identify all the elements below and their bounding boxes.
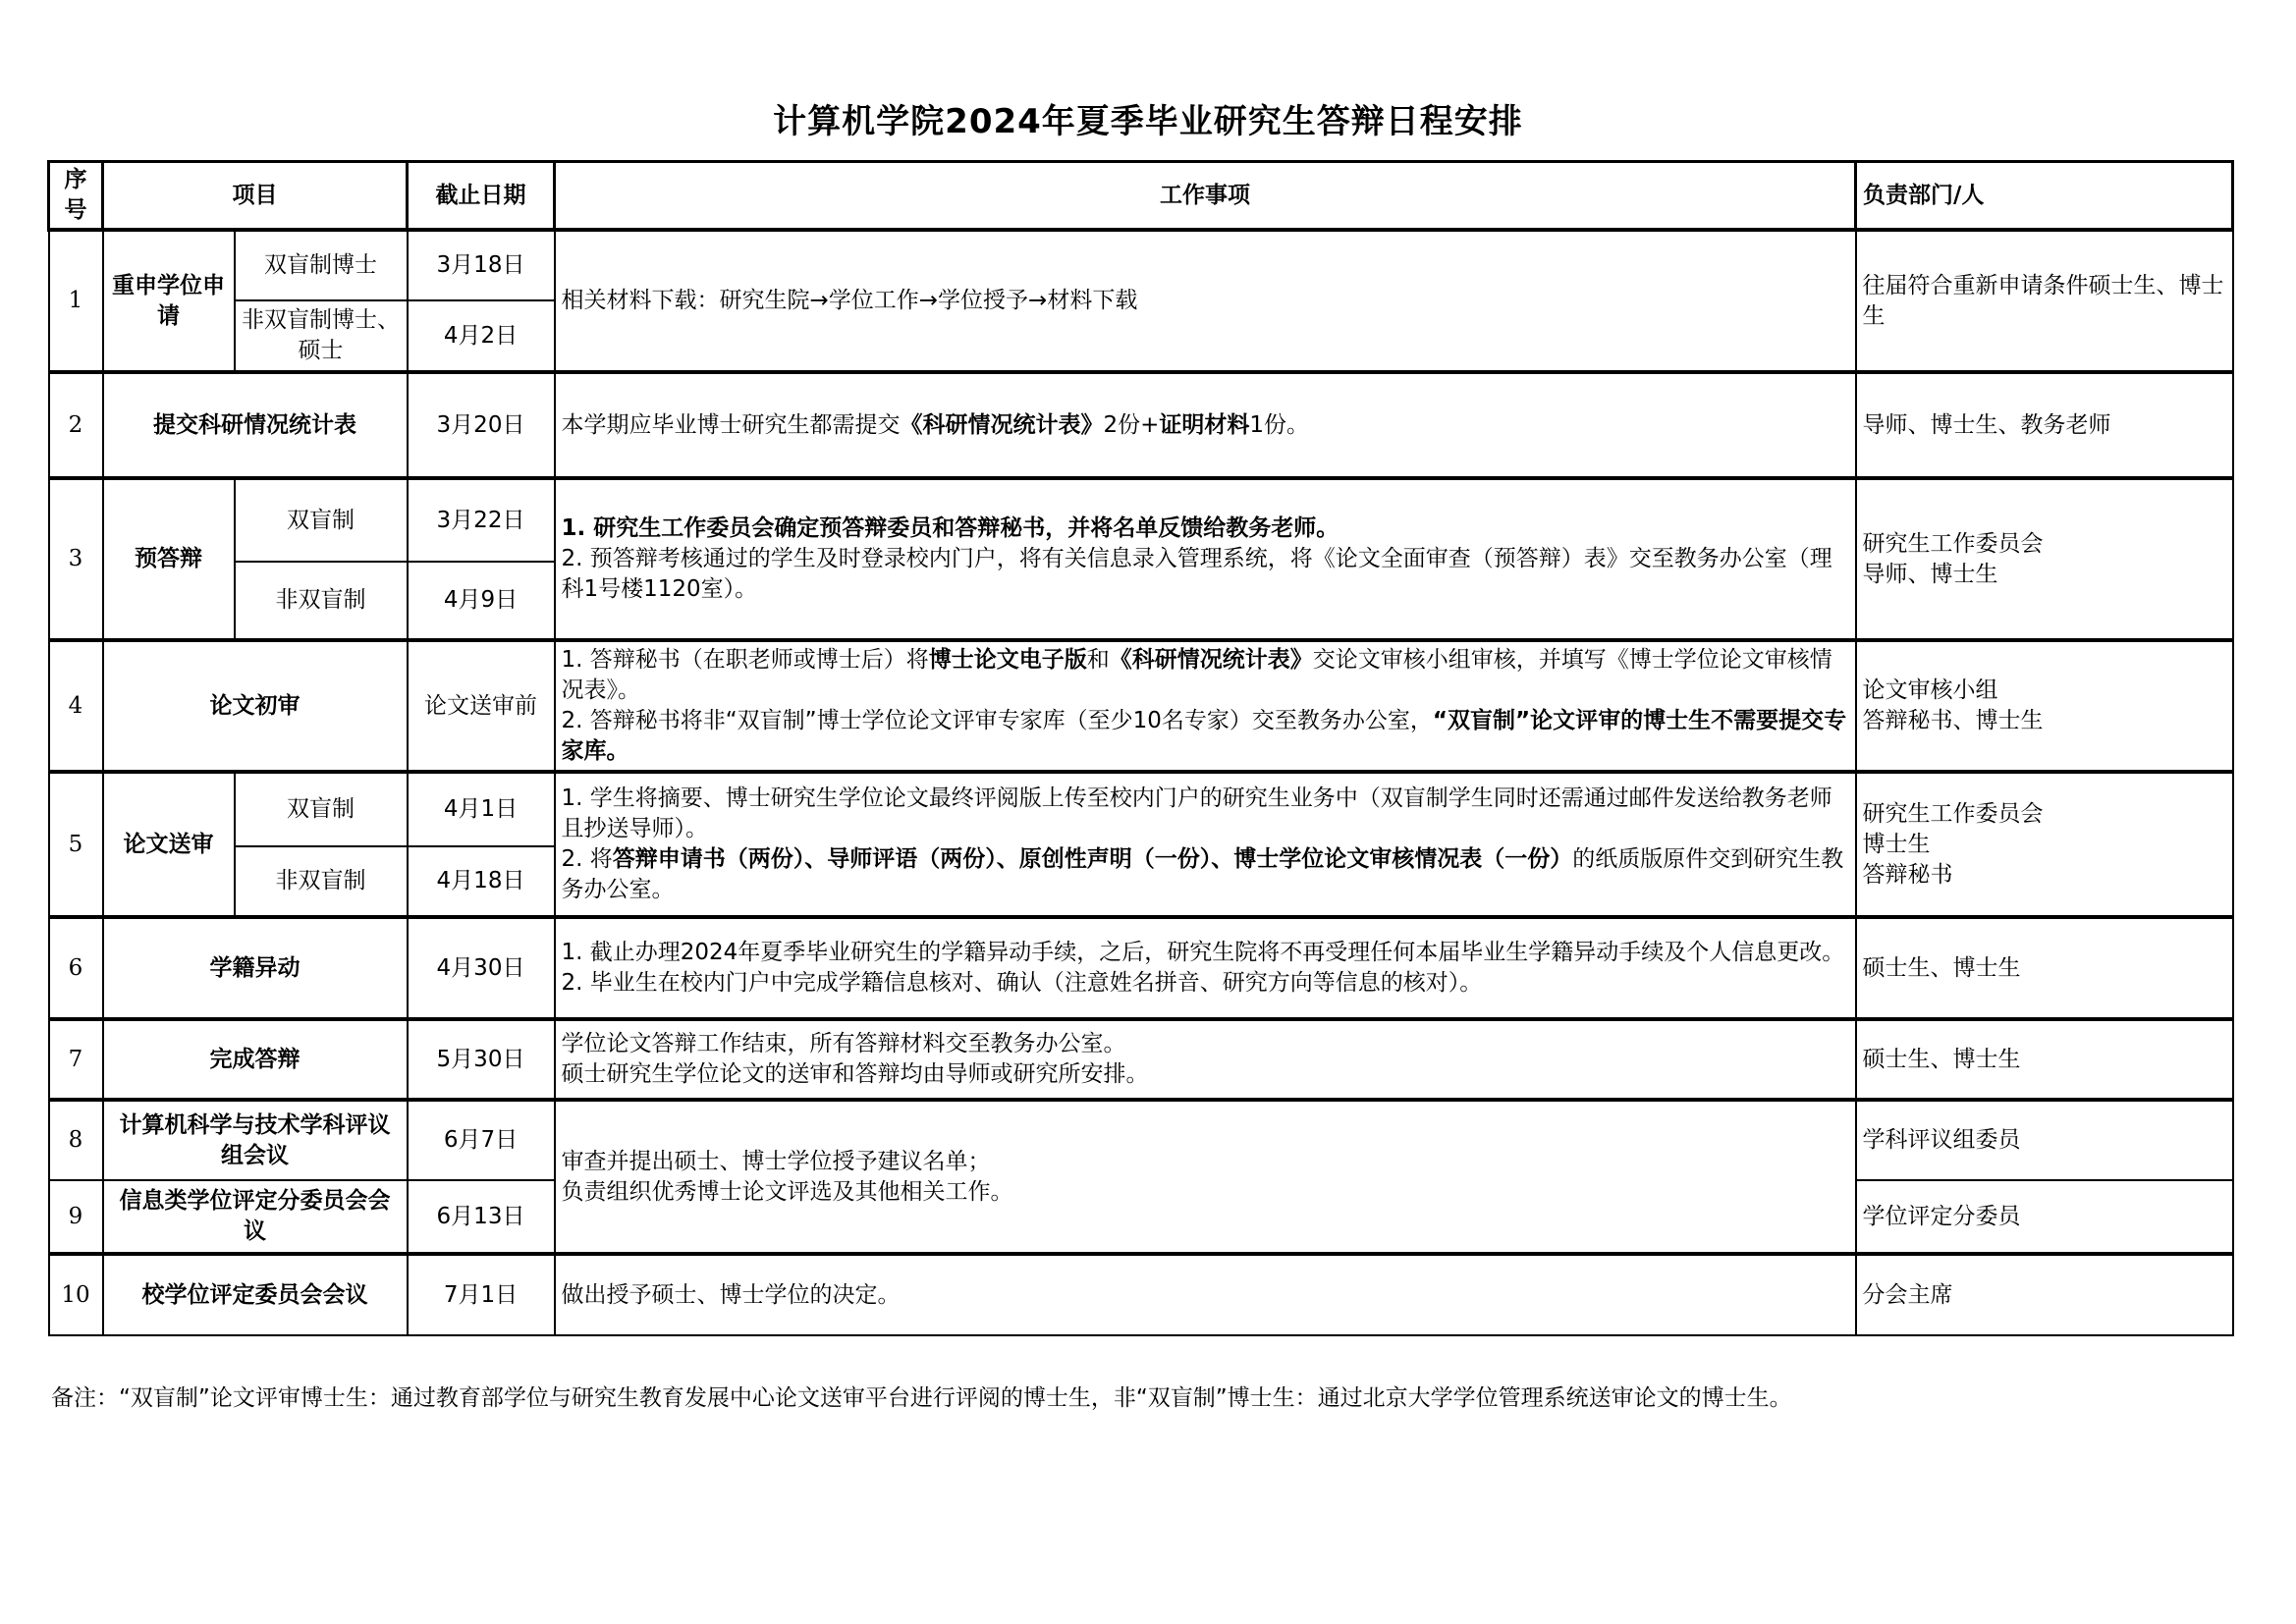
item-name: 论文送审 — [103, 772, 235, 917]
work-text: 和 — [1086, 647, 1110, 673]
work-line — [562, 706, 1849, 767]
row-number: 7 — [49, 1019, 103, 1100]
work-items — [555, 772, 1856, 917]
header-work: 工作事项 — [555, 162, 1856, 231]
table-row — [49, 772, 2233, 846]
table-row — [49, 640, 2233, 772]
row-number: 2 — [49, 372, 103, 478]
row-number: 5 — [49, 772, 103, 917]
table-header-row — [49, 162, 2233, 231]
deadline: 4月18日 — [408, 846, 555, 917]
owner-line: 答辩秘书、博士生 — [1862, 708, 2044, 733]
deadline: 4月2日 — [408, 300, 555, 372]
work-line: 1. 截止办理2024年夏季毕业研究生的学籍异动手续，之后，研究生院将不再受理任何本届毕业生学籍异动手续及个人信息更改。 — [561, 940, 1845, 965]
owner-line: 博士生 — [1862, 831, 1931, 857]
owner: 硕士生、博士生 — [1856, 917, 2233, 1019]
work-items — [555, 478, 1856, 640]
work-text-bold: 答辩申请书（两份）、导师评语（两份）、原创性声明（一份）、博士学位论文审核情况表（一份） — [612, 846, 1573, 872]
schedule-table — [47, 160, 2234, 1336]
work-text: 本学期应毕业博士研究生都需提交 — [561, 411, 901, 438]
work-line: 硕士研究生学位论文的送审和答辩均由导师或研究所安排。 — [561, 1061, 1149, 1087]
item-name: 完成答辩 — [103, 1019, 408, 1100]
sub-item: 非双盲制 — [235, 562, 408, 640]
table-row — [49, 1254, 2233, 1335]
table-row — [49, 478, 2233, 562]
work-text-bold: 《科研情况统计表》 — [1109, 647, 1313, 673]
work-items — [555, 372, 1856, 478]
deadline: 6月7日 — [408, 1100, 555, 1180]
work-text: 2份+ — [1103, 411, 1160, 438]
owner — [1856, 640, 2233, 772]
header-item: 项目 — [103, 162, 408, 231]
item-name: 计算机科学与技术学科评议组会议 — [103, 1100, 408, 1180]
work-text: 交论文审核小组审核，并填写《博士学位论文审核情况表》。 — [561, 647, 1832, 703]
work-text: 2. 答辩秘书将非“双盲制”博士学位论文评审专家库（至少10名专家）交至教务办公室， — [561, 708, 1433, 733]
sub-item: 双盲制博士 — [235, 230, 408, 300]
owner: 硕士生、博士生 — [1856, 1019, 2233, 1100]
work-items — [555, 917, 1856, 1019]
deadline: 论文送审前 — [408, 640, 555, 772]
owner — [1856, 772, 2233, 917]
header-no: 序号 — [49, 162, 103, 231]
owner: 学位评定分委员 — [1856, 1180, 2233, 1254]
work-items: 做出授予硕士、博士学位的决定。 — [555, 1254, 1856, 1335]
sub-item: 非双盲制博士、硕士 — [235, 300, 408, 372]
row-number: 9 — [49, 1180, 103, 1254]
table-row — [49, 230, 2233, 300]
deadline: 3月20日 — [408, 372, 555, 478]
work-line: 2. 毕业生在校内门户中完成学籍信息核对、确认（注意姓名拼音、研究方向等信息的核对）。 — [561, 970, 1483, 996]
work-items: 相关材料下载：研究生院→学位工作→学位授予→材料下载 — [555, 230, 1856, 372]
work-line: 1. 研究生工作委员会确定预答辩委员和答辩秘书，并将名单反馈给教务老师。 — [561, 515, 1339, 541]
work-line — [562, 844, 1849, 905]
work-items — [555, 1100, 1856, 1254]
sub-item: 双盲制 — [235, 478, 408, 562]
item-name: 预答辩 — [103, 478, 235, 640]
work-line — [562, 645, 1849, 706]
sub-item: 非双盲制 — [235, 846, 408, 917]
work-line: 审查并提出硕士、博士学位授予建议名单； — [561, 1148, 991, 1174]
owner: 导师、博士生、教务老师 — [1856, 372, 2233, 478]
row-number: 3 — [49, 478, 103, 640]
work-items — [555, 640, 1856, 772]
deadline: 5月30日 — [408, 1019, 555, 1100]
owner-line: 研究生工作委员会 — [1862, 530, 2044, 557]
page-title: 计算机学院2024年夏季毕业研究生答辩日程安排 — [773, 102, 1523, 141]
sub-item: 双盲制 — [235, 772, 408, 846]
header-deadline: 截止日期 — [408, 162, 555, 231]
work-text-bold: 《科研情况统计表》 — [900, 411, 1104, 438]
owner — [1856, 478, 2233, 640]
deadline: 3月22日 — [408, 478, 555, 562]
work-line: 负责组织优秀博士论文评选及其他相关工作。 — [561, 1178, 1013, 1205]
owner-line: 论文审核小组 — [1862, 677, 1998, 703]
deadline: 4月30日 — [408, 917, 555, 1019]
deadline: 4月9日 — [408, 562, 555, 640]
table-row — [49, 1100, 2233, 1180]
row-number: 1 — [49, 230, 103, 372]
deadline: 4月1日 — [408, 772, 555, 846]
item-name: 重申学位申请 — [103, 230, 235, 372]
deadline: 3月18日 — [408, 230, 555, 300]
owner: 往届符合重新申请条件硕士生、博士生 — [1856, 230, 2233, 372]
work-text: 1. 答辩秘书（在职老师或博士后）将 — [561, 647, 929, 673]
footnote: 备注：“双盲制”论文评审博士生：通过教育部学位与研究生教育发展中心论文送审平台进行评阅的博士生，非“双盲制”博士生：通过北京大学学位管理系统送审论文的博士生。 — [51, 1385, 1792, 1411]
owner-line: 答辩秘书 — [1862, 861, 1953, 888]
table-row — [49, 917, 2233, 1019]
header-owner: 负责部门/人 — [1856, 162, 2233, 231]
owner: 分会主席 — [1856, 1254, 2233, 1335]
table-row — [49, 1019, 2233, 1100]
owner-line: 研究生工作委员会 — [1862, 800, 2044, 827]
work-line: 2. 预答辩考核通过的学生及时登录校内门户，将有关信息录入管理系统，将《论文全面审查（预答辩）表》交至教务办公室（理科1号楼1120室）。 — [561, 546, 1832, 602]
work-line: 1. 学生将摘要、博士研究生学位论文最终评阅版上传至校内门户的研究生业务中（双盲制学生同时还需通过邮件发送给教务老师且抄送导师）。 — [561, 785, 1832, 841]
item-name: 提交科研情况统计表 — [103, 372, 408, 478]
item-name: 信息类学位评定分委员会会议 — [103, 1180, 408, 1254]
work-items — [555, 1019, 1856, 1100]
work-text-bold: “双盲制”论文评审的博士生不需要提交专家库。 — [561, 708, 1847, 764]
row-number: 4 — [49, 640, 103, 772]
work-text-bold: 证明材料 — [1159, 411, 1250, 438]
item-name: 校学位评定委员会会议 — [103, 1254, 408, 1335]
row-number: 8 — [49, 1100, 103, 1180]
deadline: 7月1日 — [408, 1254, 555, 1335]
row-number: 10 — [49, 1254, 103, 1335]
work-text: 的纸质版原件交到研究生教务办公室。 — [561, 846, 1844, 902]
table-row — [49, 372, 2233, 478]
item-name: 论文初审 — [103, 640, 408, 772]
item-name: 学籍异动 — [103, 917, 408, 1019]
work-line: 学位论文答辩工作结束，所有答辩材料交至教务办公室。 — [561, 1031, 1126, 1056]
deadline: 6月13日 — [408, 1180, 555, 1254]
row-number: 6 — [49, 917, 103, 1019]
work-text-bold: 博士论文电子版 — [928, 647, 1087, 673]
owner-line: 导师、博士生 — [1862, 561, 1998, 587]
work-text: 2. 将 — [561, 846, 613, 872]
owner: 学科评议组委员 — [1856, 1100, 2233, 1180]
work-text: 1份。 — [1249, 411, 1310, 438]
